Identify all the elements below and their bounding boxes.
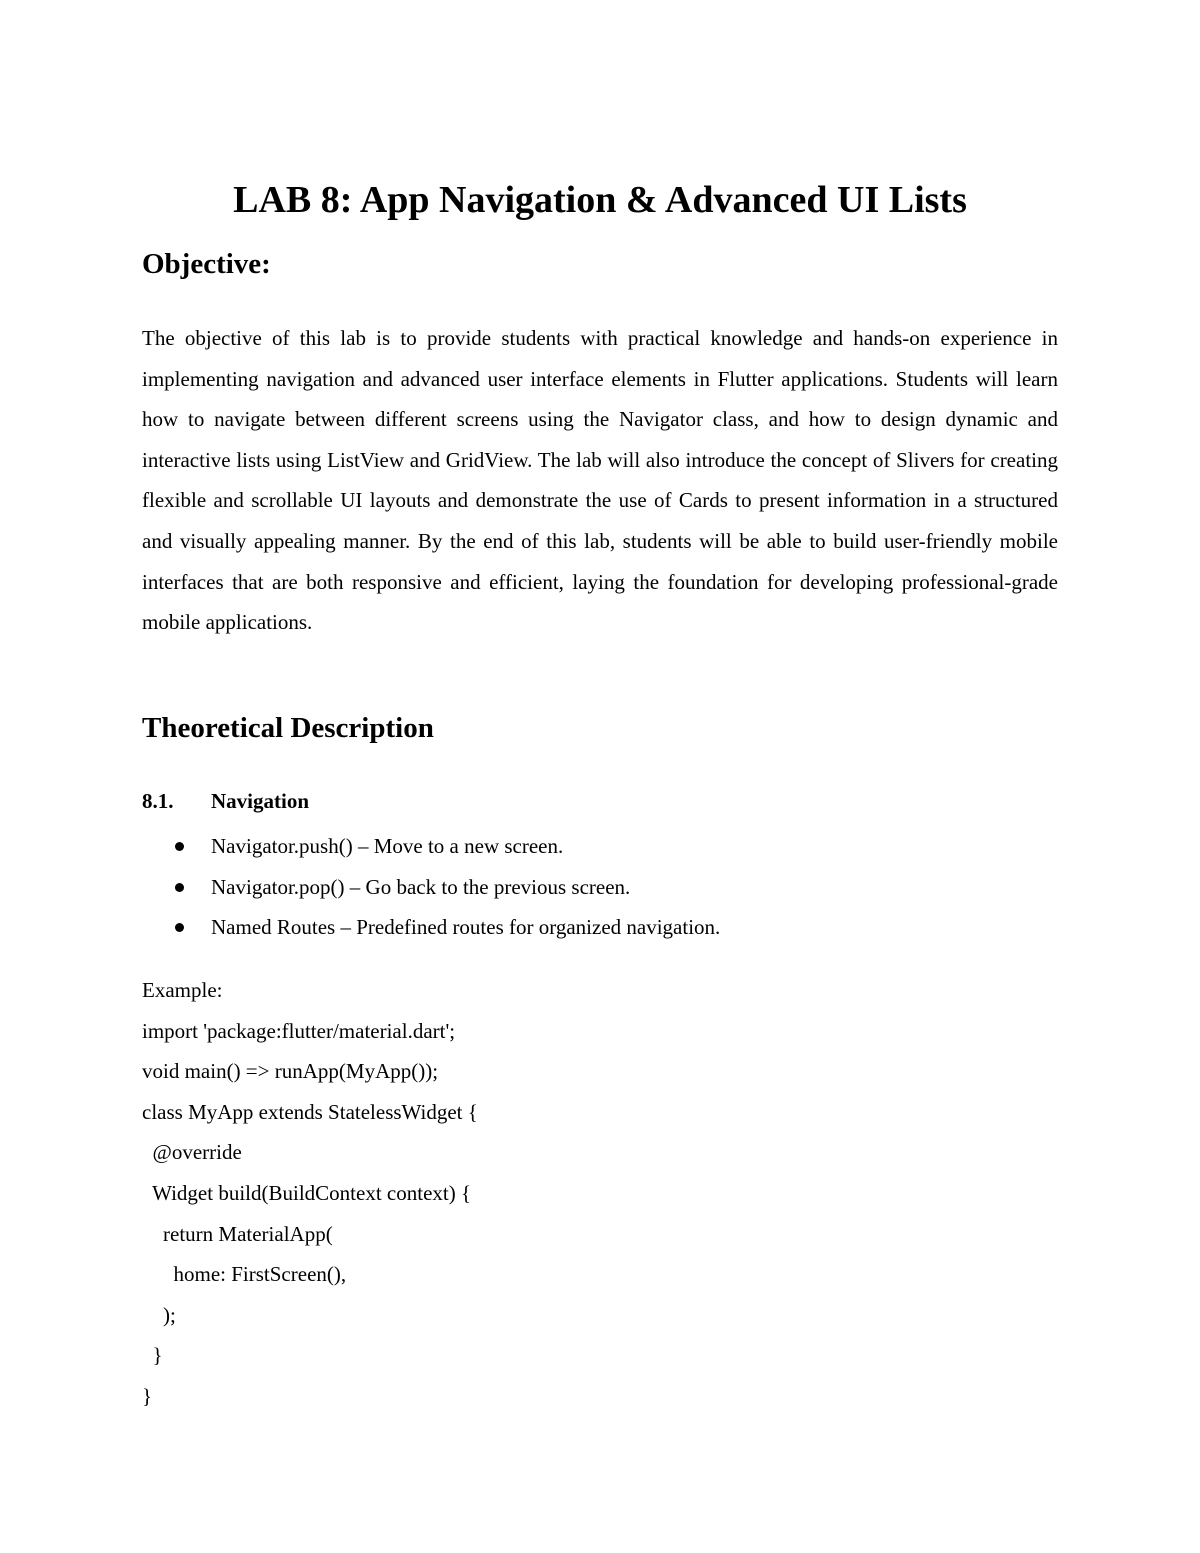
code-line: @override: [142, 1140, 242, 1165]
list-item: Navigator.pop() – Go back to the previous screen.: [172, 867, 720, 908]
list-item: Navigator.push() – Move to a new screen.: [172, 826, 720, 867]
code-line: Widget build(BuildContext context) {: [142, 1180, 472, 1205]
bullet-list: [172, 826, 720, 948]
code-line: return MaterialApp(: [142, 1221, 333, 1246]
code-line: class MyApp extends StatelessWidget {: [142, 1099, 478, 1124]
code-line: void main() => runApp(MyApp());: [142, 1059, 439, 1084]
code-line: home: FirstScreen(),: [142, 1262, 347, 1287]
objective-paragraph: The objective of this lab is to provide students with practical knowledge and hands-on experience in implementing navigation and advanced user interface elements in Flutter applications. Students will learn how to navigate between different screens using the Navigator class, and how to design dynamic and interactive lists using ListView and GridView. The lab will also introduce the concept of Slivers for creating flexible and scrollable UI layouts and demonstrate the use of Cards to present information in a structured and visually appealing manner. By the end of this lab, students will be able to build user-friendly mobile interfaces that are both responsive and efficient, laying the foundation for developing professional-grade mobile applications.: [142, 326, 1058, 635]
code-line: }: [142, 1383, 153, 1408]
section-title: Navigation: [211, 789, 310, 813]
code-line: );: [142, 1302, 176, 1327]
list-item: Named Routes – Predefined routes for organized navigation.: [172, 907, 720, 948]
code-line: }: [142, 1343, 163, 1368]
theory-heading: Theoretical Description: [142, 712, 434, 744]
code-line: import 'package:flutter/material.dart';: [142, 1018, 456, 1043]
document-title: LAB 8: App Navigation & Advanced UI Lists: [233, 179, 967, 221]
section-number: 8.1.: [142, 789, 174, 813]
code-example: [142, 970, 478, 1417]
code-line: Example:: [142, 978, 223, 1002]
section-heading: [142, 789, 309, 814]
objective-heading: Objective:: [142, 248, 271, 280]
